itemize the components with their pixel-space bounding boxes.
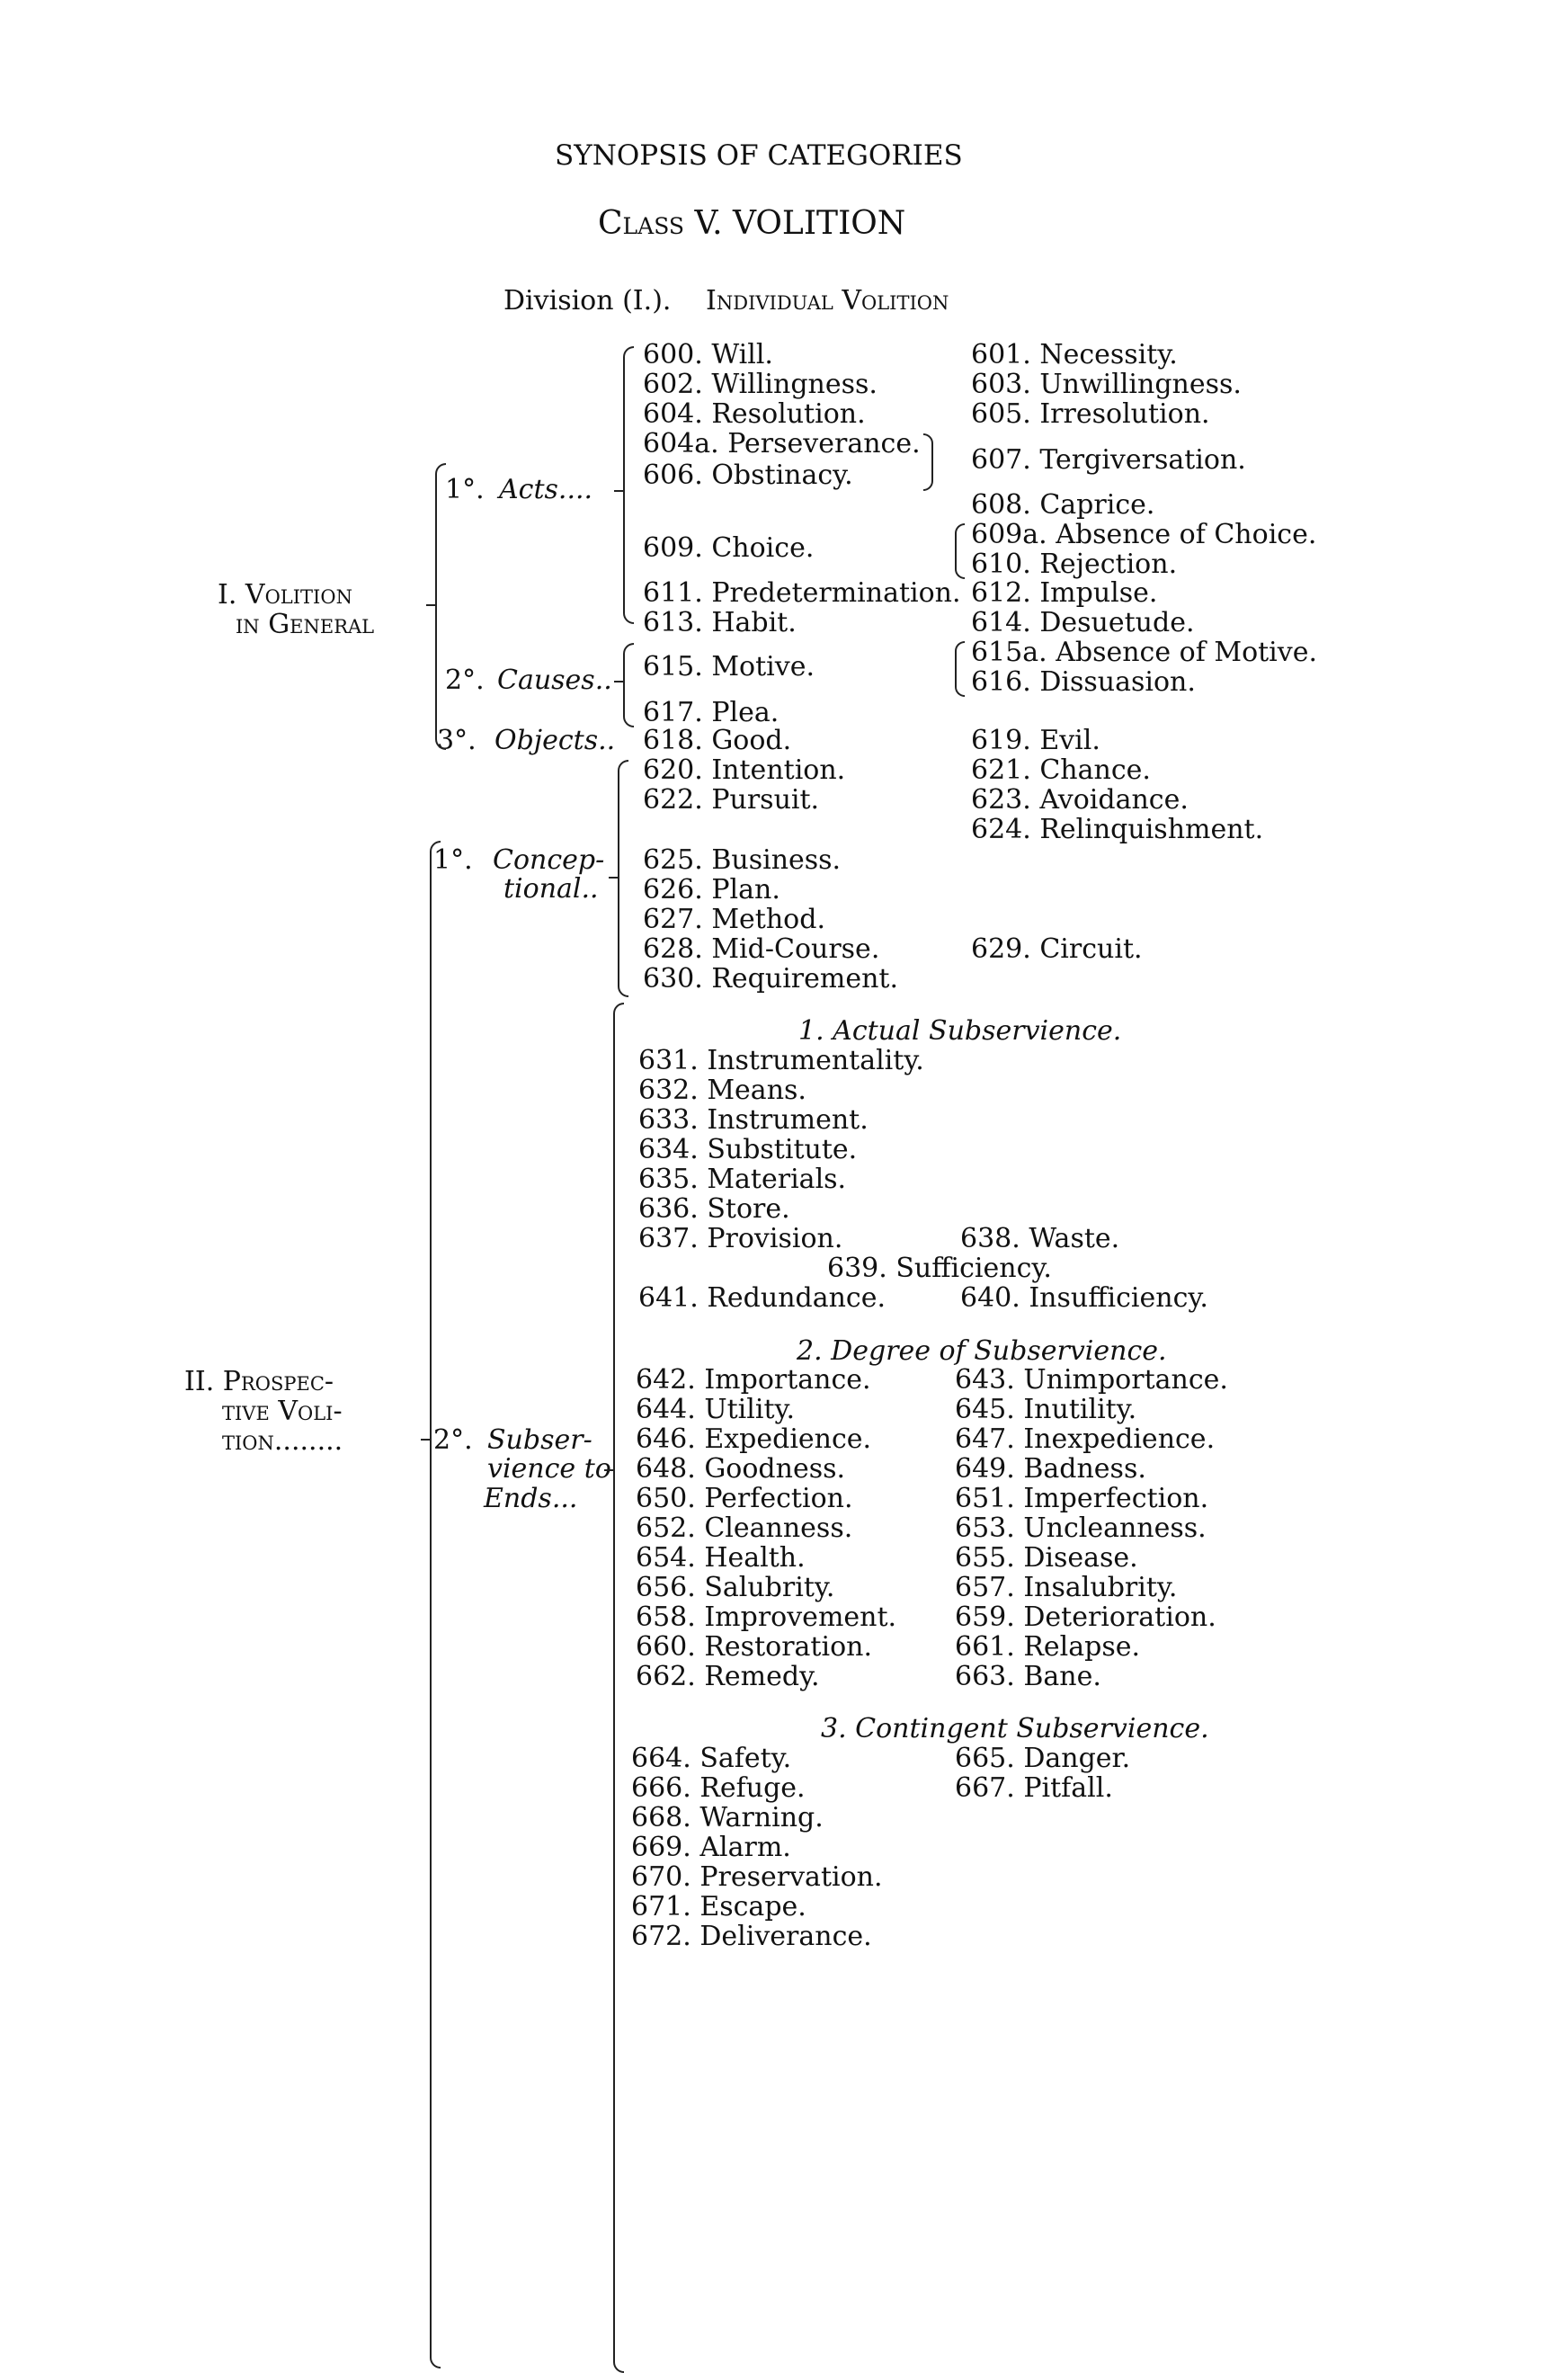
entry-right: 638. Waste. xyxy=(960,1223,1120,1254)
entry-left: 670. Preservation. xyxy=(631,1861,883,1893)
entry-right: 653. Uncleanness. xyxy=(955,1512,1207,1544)
entry-right: 643. Unimportance. xyxy=(955,1364,1228,1396)
entry-left: 666. Refuge. xyxy=(631,1772,806,1804)
entry-left: 656. Salubrity. xyxy=(636,1572,835,1603)
entry-left: 615. Motive. xyxy=(643,651,815,682)
brace-tick xyxy=(604,1469,613,1471)
entry-right: 651. Imperfection. xyxy=(955,1483,1209,1514)
entry-left: 609. Choice. xyxy=(643,532,815,564)
entry-right: 645. Inutility. xyxy=(955,1394,1137,1425)
entry-left: 613. Habit. xyxy=(643,607,797,638)
entry-left: 637. Provision. xyxy=(638,1223,843,1254)
entry-right: 661. Relapse. xyxy=(955,1631,1141,1663)
brace-motive xyxy=(955,641,965,697)
entry-left: 631. Instrumentality. xyxy=(638,1045,924,1076)
entry-right: 647. Inexpedience. xyxy=(955,1423,1216,1455)
entry-left: 672. Deliverance. xyxy=(631,1921,872,1952)
subsection-subservience-1: Subser- xyxy=(487,1424,592,1456)
entry-right: 623. Avoidance. xyxy=(971,784,1189,816)
subsection-subservience-3: Ends... xyxy=(484,1483,578,1514)
section-prospective-1: II. Prospec- xyxy=(184,1366,334,1397)
entry-left: 625. Business. xyxy=(643,844,842,876)
entry-right: 629. Circuit. xyxy=(971,933,1143,965)
entry-left: 646. Expedience. xyxy=(636,1423,872,1455)
entry-left: 671. Escape. xyxy=(631,1891,806,1922)
entry-left: 606. Obstinacy. xyxy=(643,459,853,491)
subsection-conceptional-2: tional.. xyxy=(503,873,599,905)
brace-subservience xyxy=(613,1003,624,2373)
entry-right: 614. Desuetude. xyxy=(971,607,1195,638)
brace-conceptional xyxy=(618,760,628,997)
brace-acts xyxy=(623,346,634,624)
entry-right: 605. Irresolution. xyxy=(971,398,1210,430)
entry-left: 622. Pursuit. xyxy=(643,784,820,816)
entry-left: 650. Perfection. xyxy=(636,1483,853,1514)
subsection-causes: Causes.. xyxy=(497,665,612,696)
brace-choice xyxy=(955,523,965,579)
section-volition-general-2: in General xyxy=(236,609,375,640)
subheading-degree: 2. Degree of Subservience. xyxy=(797,1335,1167,1367)
division-name: Individual Volition xyxy=(706,285,949,317)
entry-left: 600. Will. xyxy=(643,339,773,370)
section-prospective-3: tion........ xyxy=(222,1425,343,1457)
entry-left: 642. Importance. xyxy=(636,1364,871,1396)
entry-center: 639. Sufficiency. xyxy=(827,1253,1052,1284)
entry-right: 659. Deterioration. xyxy=(955,1601,1216,1633)
entry-left: 620. Intention. xyxy=(643,754,846,786)
entry-right: 601. Necessity. xyxy=(971,339,1178,370)
brace-tick xyxy=(609,877,618,879)
entry-right: 619. Evil. xyxy=(971,725,1100,756)
section-prospective-2: tive Voli- xyxy=(222,1396,343,1427)
entry-right: 610. Rejection. xyxy=(971,549,1178,580)
subsection-acts: Acts.... xyxy=(499,474,593,505)
entry-left: 628. Mid-Course. xyxy=(643,933,880,965)
subsection-subservience-num: 2°. xyxy=(433,1424,473,1456)
subsection-acts-num: 1°. xyxy=(445,474,485,505)
brace-causes xyxy=(623,643,634,727)
entry-left: 627. Method. xyxy=(643,904,825,935)
entry-left: 636. Store. xyxy=(638,1193,790,1225)
entry-right: 665. Danger. xyxy=(955,1743,1131,1774)
entry-left: 604. Resolution. xyxy=(643,398,866,430)
entry-right: 655. Disease. xyxy=(955,1542,1138,1574)
entry-left: 617. Plea. xyxy=(643,697,780,728)
page-title: SYNOPSIS OF CATEGORIES xyxy=(555,139,963,172)
entry-right: 649. Badness. xyxy=(955,1453,1146,1485)
subheading-contingent: 3. Contingent Subservience. xyxy=(821,1713,1209,1744)
entry-left: 654. Health. xyxy=(636,1542,806,1574)
entry-left: 660. Restoration. xyxy=(636,1631,872,1663)
entry-left: 632. Means. xyxy=(638,1075,806,1106)
brace-tick xyxy=(614,681,623,682)
subheading-actual: 1. Actual Subservience. xyxy=(798,1015,1122,1047)
division-prefix: Division (I.). xyxy=(503,285,672,317)
brace-tick xyxy=(614,490,623,492)
brace-tick xyxy=(426,604,435,606)
entry-left: 668. Warning. xyxy=(631,1802,824,1833)
subsection-objects-num: 3°. xyxy=(437,725,477,756)
entry-right: 640. Insufficiency. xyxy=(960,1282,1208,1314)
subsection-conceptional-1: Concep- xyxy=(493,844,605,876)
entry-left: 658. Improvement. xyxy=(636,1601,897,1633)
entry-right: 612. Impulse. xyxy=(971,577,1158,609)
entry-right: 657. Insalubrity. xyxy=(955,1572,1178,1603)
entry-left: 602. Willingness. xyxy=(643,369,878,400)
section-volition-general-1: I. Volition xyxy=(218,579,352,611)
subsection-conceptional-num: 1°. xyxy=(433,844,473,876)
entry-left: 604a. Perseverance. xyxy=(643,428,921,459)
entry-right: 609a. Absence of Choice. xyxy=(971,519,1317,550)
brace-tick xyxy=(421,1439,430,1441)
entry-left: 669. Alarm. xyxy=(631,1832,791,1863)
class-title: Class V. VOLITION xyxy=(598,205,906,242)
entry-left: 618. Good. xyxy=(643,725,792,756)
entry-right: 616. Dissuasion. xyxy=(971,666,1196,698)
subsection-causes-num: 2°. xyxy=(445,665,485,696)
entry-left: 635. Materials. xyxy=(638,1164,847,1195)
entry-left: 634. Substitute. xyxy=(638,1134,858,1165)
entry-left: 662. Remedy. xyxy=(636,1661,820,1692)
entry-left: 633. Instrument. xyxy=(638,1104,869,1136)
subsection-objects: Objects.. xyxy=(494,725,616,756)
brace-volition-general xyxy=(435,463,446,750)
entry-right: 603. Unwillingness. xyxy=(971,369,1242,400)
entry-right: 621. Chance. xyxy=(971,754,1151,786)
brace-prospective xyxy=(430,841,441,2369)
entry-right: 624. Relinquishment. xyxy=(971,814,1264,845)
entry-right: 667. Pitfall. xyxy=(955,1772,1113,1804)
entry-left: 626. Plan. xyxy=(643,874,780,905)
entry-left: 630. Requirement. xyxy=(643,963,899,995)
entry-right: 663. Bane. xyxy=(955,1661,1101,1692)
entry-right: 607. Tergiversation. xyxy=(971,444,1246,476)
brace-perseverance xyxy=(923,433,933,491)
entry-right: 615a. Absence of Motive. xyxy=(971,637,1318,668)
entry-left: 641. Redundance. xyxy=(638,1282,886,1314)
entry-left: 644. Utility. xyxy=(636,1394,796,1425)
entry-left: 664. Safety. xyxy=(631,1743,792,1774)
subsection-subservience-2: vience to xyxy=(487,1453,611,1485)
entry-left: 648. Goodness. xyxy=(636,1453,846,1485)
entry-right: 608. Caprice. xyxy=(971,489,1155,521)
entry-left: 611. Predetermination. xyxy=(643,577,961,609)
entry-left: 652. Cleanness. xyxy=(636,1512,853,1544)
